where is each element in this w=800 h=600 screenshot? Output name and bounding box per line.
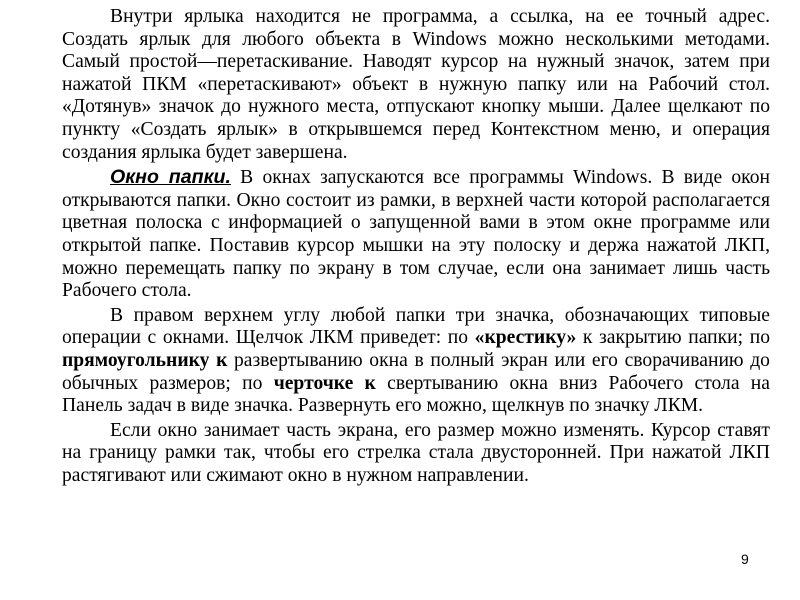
paragraph-shortcut — [62, 6, 770, 164]
paragraph-text: Внутри ярлыка находится не программа, а ссылка, на ее точный адрес. Создать ярлык для любого объекта в Windows можно несколькими методами. Самый простой—перетаскивание. Наводят курсор на нужный значок, затем при нажатой ПКМ «перетаскивают» объект в нужную папку или на Рабочий стол. «Дотянув» значок до нужного места, отпускают кнопку мыши. Далее щелкают по пункту «Создать ярлык» в открывшемся перед Контекстном меню, и операция создания ярлыка будет завершена. — [62, 6, 770, 163]
bold-term-close: «крестику» — [474, 327, 577, 349]
paragraph-text: свертыванию окна вниз Рабочего стола на Панель задач в виде значка. Развернуть его можно, щелкнув по значку ЛКМ. — [62, 372, 770, 417]
paragraph-text: В окнах запускаются все программы Windows. В виде окон открываются папки. Окно состоит из рамки, в верхней части которой располагается цветная полоска с информацией о запущенной вами в этом окне программе или открытой папке. Поставив курсор мышки на эту полоску и держа нажатой ЛКП, можно перемещать папку по экрану в том случае, если она занимает лишь часть Рабочего стола. — [62, 167, 770, 302]
bold-term-minimize: черточке к — [273, 372, 376, 394]
paragraph-window-buttons — [62, 305, 770, 418]
paragraph-text: развертыванию окна в полный экран или его сворачиванию до обычных размеров; по — [62, 349, 770, 394]
paragraph-text: В правом верхнем углу любой папки три значка, обозначающих типовые операции с окнами. Щелчок ЛКМ приведет: по — [62, 304, 770, 349]
paragraph-text: к закрытию папки; по — [576, 327, 771, 349]
paragraph-text: Если окно занимает часть экрана, его размер можно изменять. Курсор ставят на границу рамки так, чтобы его стрелка стала двусторонней. При нажатой ЛКП растягивают или сжимают окно в нужном направлении. — [62, 419, 770, 486]
page-number: 9 — [741, 551, 749, 567]
document-body — [62, 6, 770, 489]
bold-term-maximize: прямоугольнику к — [62, 349, 228, 371]
paragraph-folder-window — [62, 166, 770, 303]
paragraph-resize — [62, 420, 770, 488]
section-heading: Окно папки. — [110, 166, 231, 189]
